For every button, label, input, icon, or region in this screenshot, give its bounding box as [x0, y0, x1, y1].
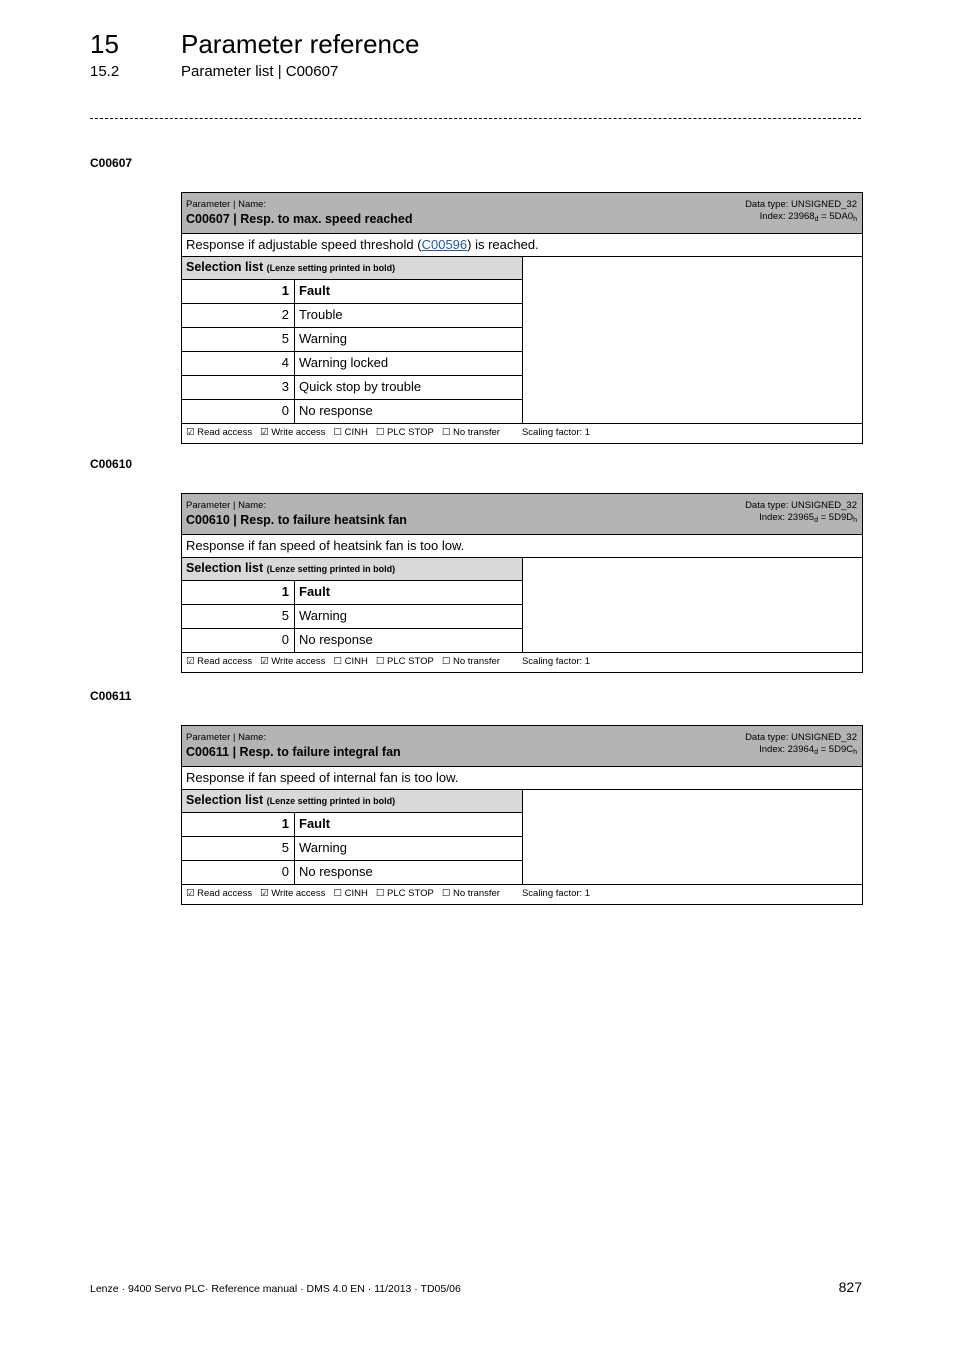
param-heading: C00611	[90, 689, 132, 703]
option-row: 0 No response	[182, 861, 522, 884]
parameter-table	[181, 192, 863, 444]
parameter-header	[182, 193, 862, 234]
access-footer: ☑ Read access ☑ Write access ☐ CINH ☐ PLC STOP ☐ No transfer Scaling factor: 1	[186, 656, 591, 667]
parameter-header	[182, 726, 862, 767]
option-row: 5 Warning	[182, 837, 522, 861]
selection-list-header: Selection list (Lenze setting printed in bold)	[182, 257, 522, 280]
scaling-factor: Scaling factor: 1	[521, 427, 591, 438]
parameter-table	[181, 493, 863, 673]
option-row: 3 Quick stop by trouble	[182, 376, 522, 400]
param-heading: C00607	[90, 156, 133, 170]
parameter-table	[181, 725, 863, 905]
link-c00596[interactable]: C00596	[421, 237, 468, 252]
option-row: 2 Trouble	[182, 304, 522, 328]
chapter-title: Parameter reference	[181, 29, 420, 59]
option-row: 0 No response	[182, 629, 522, 652]
option-row: 1 Fault	[182, 280, 522, 304]
section-title: Parameter list | C00607	[181, 63, 339, 80]
parameter-name: C00607 | Resp. to max. speed reached	[186, 212, 413, 226]
data-type: Data type: UNSIGNED_32	[745, 732, 857, 743]
selection-list-header: Selection list (Lenze setting printed in bold)	[182, 790, 522, 813]
parameter-description: Response if fan speed of internal fan is too low.	[182, 767, 862, 790]
parameter-label: Parameter | Name:	[186, 500, 267, 511]
data-type: Data type: UNSIGNED_32	[745, 500, 857, 511]
footer-doc-info: Lenze · 9400 Servo PLC· Reference manual · DMS 4.0 EN · 11/2013 · TD05/06	[90, 1283, 461, 1295]
option-row: 5 Warning	[182, 328, 522, 352]
option-row: 1 Fault	[182, 813, 522, 837]
option-row: 1 Fault	[182, 581, 522, 605]
parameter-description: Response if adjustable speed threshold (C00596) is reached.	[182, 234, 862, 257]
chapter-number: 15	[90, 29, 119, 59]
param-heading: C00610	[90, 457, 133, 471]
option-row: 5 Warning	[182, 605, 522, 629]
scaling-factor: Scaling factor: 1	[521, 656, 591, 667]
section-number: 15.2	[90, 63, 120, 80]
parameter-name: C00610 | Resp. to failure heatsink fan	[186, 513, 407, 527]
parameter-description: Response if fan speed of heatsink fan is too low.	[182, 535, 862, 558]
access-footer: ☑ Read access ☑ Write access ☐ CINH ☐ PLC STOP ☐ No transfer Scaling factor: 1	[186, 888, 591, 899]
scaling-factor: Scaling factor: 1	[521, 888, 591, 899]
parameter-label: Parameter | Name:	[186, 199, 267, 210]
parameter-header	[182, 494, 862, 535]
selection-list-header: Selection list (Lenze setting printed in bold)	[182, 558, 522, 581]
page-number: 827	[838, 1279, 862, 1295]
parameter-name: C00611 | Resp. to failure integral fan	[186, 745, 401, 759]
option-row: 4 Warning locked	[182, 352, 522, 376]
access-footer: ☑ Read access ☑ Write access ☐ CINH ☐ PLC STOP ☐ No transfer Scaling factor: 1	[186, 427, 591, 438]
option-row: 0 No response	[182, 400, 522, 423]
parameter-label: Parameter | Name:	[186, 732, 267, 743]
index: Index: $23965_d = 5D9D_h$	[759, 512, 857, 524]
data-type: Data type: UNSIGNED_32	[745, 199, 857, 210]
index: Index: $23964_d = 5D9C_h$	[759, 744, 857, 756]
index: Index: $23968_d = 5DA0_h$	[759, 211, 857, 223]
header-divider	[90, 118, 861, 119]
